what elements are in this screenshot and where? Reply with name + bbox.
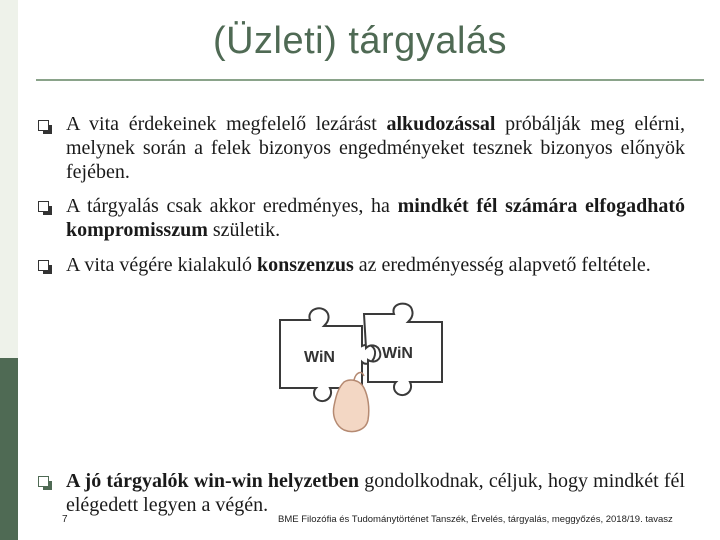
- bullet-text-1: [66, 112, 685, 184]
- footer-source: BME Filozófia és Tudománytörténet Tanszék, Érvelés, tárgyalás, meggyőzés, 2018/19. tavasz: [278, 514, 673, 525]
- bullet-box-icon: [38, 120, 49, 131]
- bullet-emphasis: alkudozással: [386, 113, 496, 135]
- bullet-segment: próbálják meg elérni, melynek során a felek bizonyos engedményeket tesznek bizonyos előnyök fejében.: [66, 113, 685, 183]
- bullet-segment: A vita végére kialakuló: [66, 254, 258, 276]
- bullet-segment: gondolkodnak, céljuk, hogy mindkét fél elégedett legyen a végén.: [66, 470, 685, 516]
- slide-title: (Üzleti) tárgyalás: [212, 20, 508, 62]
- bullet-emphasis: mindkét fél számára elfogadható kompromisszum: [66, 195, 685, 241]
- puzzle-left-label: WiN: [304, 349, 335, 366]
- bullet-text-3: [66, 253, 685, 277]
- bullet-segment: születik.: [207, 219, 281, 241]
- bullet-emphasis: konszenzus: [257, 254, 354, 276]
- win-win-puzzle-image: [270, 300, 450, 435]
- bullet-box-icon: [38, 260, 49, 271]
- bullet-box-icon: [38, 476, 49, 487]
- left-band-dark: [0, 358, 18, 540]
- bullet-box-icon: [38, 201, 49, 212]
- bullet-segment: az eredményesség alapvető feltétele.: [353, 254, 651, 276]
- bullet-text-2: [66, 194, 685, 242]
- title-underline: [36, 79, 704, 81]
- bullet-segment: A tárgyalás csak akkor eredményes, ha: [66, 195, 398, 217]
- bullet-segment: A vita érdekeinek megfelelő lezárást: [66, 113, 387, 135]
- bullet-text-4: [66, 469, 685, 517]
- page-number: 7: [62, 514, 68, 525]
- puzzle-right-label: WiN: [382, 345, 413, 362]
- bullet-emphasis: A jó tárgyalók win-win helyzetben: [66, 470, 360, 492]
